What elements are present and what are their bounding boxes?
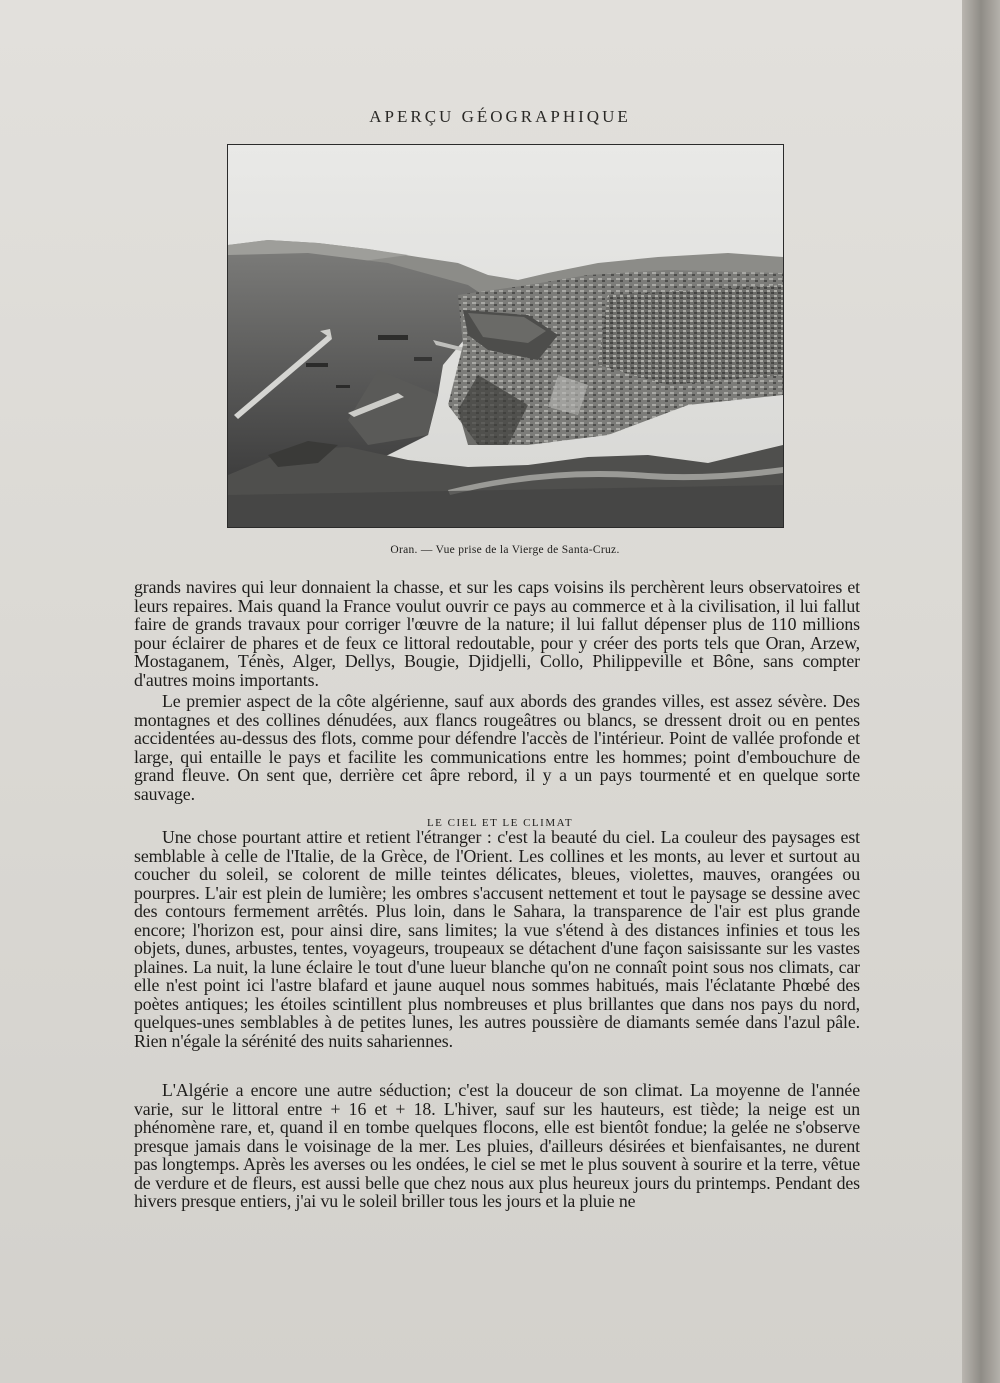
oran-harbor-photograph xyxy=(227,144,784,528)
body-text-block xyxy=(134,828,860,1050)
photo-illustration xyxy=(228,145,783,527)
paragraph: Une chose pourtant attire et retient l'étranger : c'est la beauté du ciel. La couleur des paysages est semblable à celle de l'Italie, de la Grèce, de l'Orient. Les collines et les monts, au lever et surtout au coucher du soleil, se colorent de mille teintes délicates, bleues, violettes, mauves, orangées ou pourpres. L'air est plein de lumière; les ombres s'accusent nettement et tout le paysage se dessine avec des contours fermement arrêtés. Plus loin, dans le Sahara, la transparence de l'air est plus grande encore; l'horizon est, pour ainsi dire, sans limites; la vue s'étend à des distances infinies et tous les objets, dunes, arbustes, tentes, voyageurs, troupeaux se détachent d'une façon saisissante sur les vastes plaines. La nuit, la lune éclaire le tout d'une lueur blanche qu'on ne connaît point sous nos climats, car elle n'est point ici l'astre blafard et jaune auquel nous sommes habitués, mais l'éclatante Phœbé des poètes antiques; les étoiles scintillent plus nombreuses et plus brillantes que dans nos pays du nord, quelques-unes semblables à de petites lunes, les autres poussière de diamants semée dans l'azul pâle. Rien n'égale la sérénité des nuits sahariennes. xyxy=(134,827,860,1051)
paragraph: Le premier aspect de la côte algérienne, sauf aux abords des grandes villes, est assez sévère. Des montagnes et des collines dénudées, aux flancs rougeâtres ou blancs, se dressent droit ou en pentes accidentées au-dessus des flots, comme pour défendre l'accès de l'intérieur. Point de vallée profonde et large, qui entaille le pays et facilite les communications entre les hommes; point d'embouchure de grand fleuve. On sent que, derrière cet âpre rebord, il y a un pays tourmenté et en quelque sorte sauvage. xyxy=(134,691,860,804)
running-head: APERÇU GÉOGRAPHIQUE xyxy=(369,107,631,126)
body-text-block xyxy=(134,1081,860,1211)
body-text-block xyxy=(134,692,860,803)
section-heading: LE CIEL ET LE CLIMAT xyxy=(426,817,574,829)
paragraph: grands navires qui leur donnaient la chasse, et sur les caps voisins ils perchèrent leurs observatoires et leurs repaires. Mais quand la France voulut ouvrir ce pays au commerce et à la civilisation, il lui fallut faire de grands travaux pour corriger l'œuvre de la nature; il lui fallut dépenser plus de 110 millions pour éclairer de phares et de feux ce littoral redoutable, pour y créer des ports tels que Oran, Arzew, Mostaganem, Ténès, Alger, Dellys, Bougie, Djidjelli, Collo, Philippeville et Bône, sans compter d'autres moins importants. xyxy=(134,577,860,690)
book-gutter-shadow xyxy=(962,0,1000,1383)
paragraph: L'Algérie a encore une autre séduction; c'est la douceur de son climat. La moyenne de l'année varie, sur le littoral entre + 16 et + 18. L'hiver, sauf sur les hauteurs, est tiède; la neige est un phénomène rare, et, quand il en tombe quelques flocons, elle est bientôt fondue; la gelée ne s'observe presque jamais dans le voisinage de la mer. Les pluies, d'ailleurs désirées et bienfaisantes, ne durent pas longtemps. Après les averses ou les ondées, le ciel se met le plus souvent à sourire et la terre, vêtue de verdure et de fleurs, est aussi belle que chez nous aux plus heureux jours du printemps. Pendant des hivers presque entiers, j'ai vu le soleil briller tous les jours et la pluie ne xyxy=(134,1080,860,1211)
body-text-block xyxy=(134,578,860,689)
figure-caption: Oran. — Vue prise de la Vierge de Santa-Cruz. xyxy=(390,544,620,556)
